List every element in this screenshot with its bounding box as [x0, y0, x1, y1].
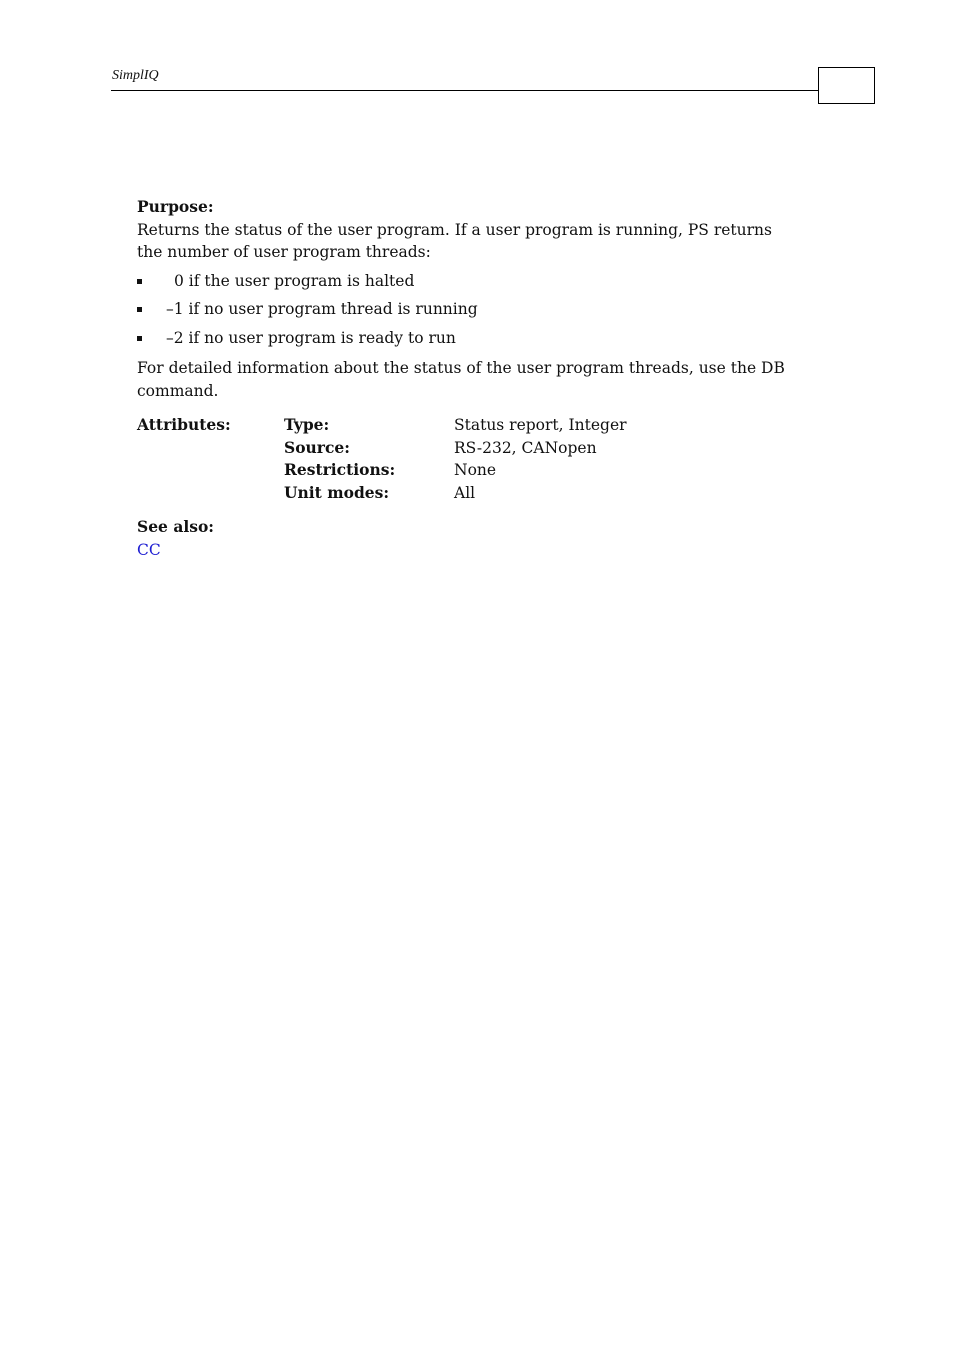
- attribute-row-unit-modes: [284, 482, 784, 505]
- list-item-text: –1 if no user program thread is running: [166, 300, 478, 318]
- list-item: [137, 327, 787, 350]
- attribute-row-restrictions: [284, 459, 784, 482]
- bullet-square-icon: [137, 307, 142, 312]
- attribute-key: Unit modes:: [284, 482, 390, 502]
- page-number-box: [818, 67, 875, 104]
- detail-paragraph: For detailed information about the status of the user program threads, use the DB command.: [137, 359, 785, 400]
- attribute-key: Source:: [284, 437, 350, 457]
- document-header-title: SimplIQ: [112, 68, 159, 83]
- list-item: [137, 298, 787, 321]
- see-also-section: [137, 516, 787, 561]
- header-rule: [111, 90, 819, 91]
- see-also-heading: See also:: [137, 517, 215, 536]
- status-list: [137, 270, 787, 350]
- attributes-heading: Attributes:: [137, 415, 231, 434]
- attribute-value: RS-232, CANopen: [454, 438, 597, 457]
- attributes-table: [137, 414, 787, 504]
- list-item-text: –2 if no user program is ready to run: [166, 328, 456, 347]
- list-item-text: 0 if the user program is halted: [174, 271, 415, 290]
- attribute-value: All: [454, 483, 476, 502]
- attribute-row-source: [284, 437, 784, 460]
- attribute-key: Type:: [284, 415, 330, 434]
- attribute-key: Restrictions:: [284, 460, 396, 479]
- bullet-square-icon: [137, 279, 142, 284]
- bullet-square-icon: [137, 336, 142, 341]
- see-also-link-cc[interactable]: CC: [137, 540, 161, 559]
- purpose-heading: Purpose:: [137, 197, 214, 216]
- attribute-value: Status report, Integer: [454, 416, 627, 434]
- attribute-row-type: [284, 414, 784, 437]
- purpose-body: Returns the status of the user program. If a user program is running, PS returns the number of user program threads:: [137, 220, 772, 261]
- main-content: [137, 196, 787, 561]
- list-item: [137, 270, 787, 293]
- attribute-value: None: [454, 461, 497, 479]
